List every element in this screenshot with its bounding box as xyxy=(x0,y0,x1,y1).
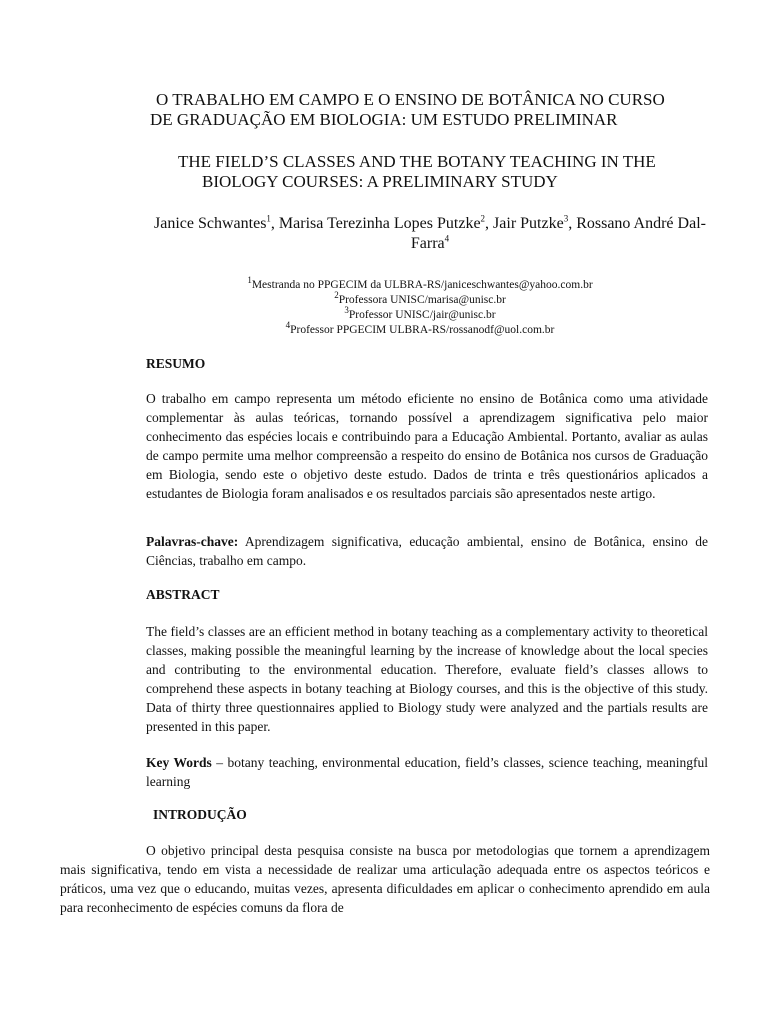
abstract-heading: ABSTRACT xyxy=(146,587,220,602)
affiliation-superscript: 1 xyxy=(247,275,252,286)
abstract-text: The field’s classes are an efficient method in botany teaching as a complementary activity to theoretical classes, making possible the meaningful learning by the increase of knowledge about the local species and contributing to the environmental education. Therefore, evaluate field’s classes allows to comprehend these aspects in botany teaching at Biology courses, and this is the objective of this study. Data of thirty three questionnaires applied to Biology study were analyzed and the partials results are presented in this paper. xyxy=(146,624,708,734)
author-list xyxy=(140,214,720,254)
affiliation-superscript: 4 xyxy=(285,320,291,331)
affiliation-list xyxy=(140,275,700,338)
author-name: Jair Putzke xyxy=(493,215,564,232)
affiliation-text: Professor PPGECIM ULBRA-RS/rossanodf@uol.com.br xyxy=(290,324,555,336)
affiliation-item xyxy=(140,275,700,293)
title-portuguese xyxy=(150,90,710,130)
author-superscript: 3 xyxy=(563,213,569,224)
author-name: Janice Schwantes xyxy=(154,215,267,232)
author-superscript: 1 xyxy=(266,213,271,224)
author-superscript: 2 xyxy=(480,213,486,224)
palavras-chave-paragraph xyxy=(146,532,708,570)
author-name: Marisa Terezinha Lopes Putzke xyxy=(278,215,481,232)
affiliation-superscript: 2 xyxy=(334,290,339,301)
affiliation-text: Mestranda no PPGECIM da ULBRA-RS/janiceschwantes@yahoo.com.br xyxy=(251,279,593,291)
resumo-text: O trabalho em campo representa um método eficiente no ensino de Botânica como uma atividade complementar às aulas teóricas, tornando possível a aprendizagem significativa pelo maior conhecimento das espécies locais e contribuindo para a Educação Ambiental. Portanto, avaliar as aulas de campo permite uma melhor compreensão a respeito do ensino de Botânica nos cursos de Graduação em Biologia, sendo este o objetivo deste estudo. Dados de trinta e três questionários aplicados a estudantes de Biologia foram analisados e os resultados parciais são apresentados neste artigo. xyxy=(146,391,708,501)
key-words-text: – botany teaching, environmental education, field’s classes, science teaching, meaningful learning xyxy=(146,755,708,789)
affiliation-item xyxy=(140,320,700,338)
title-english-line-2: BIOLOGY COURSES: A PRELIMINARY STUDY xyxy=(202,172,558,191)
author-separator: , xyxy=(568,215,577,232)
affiliation-text: Professora UNISC/marisa@unisc.br xyxy=(338,294,506,306)
title-english xyxy=(178,152,718,192)
resumo-heading: RESUMO xyxy=(146,356,206,371)
introducao-heading: INTRODUÇÃO xyxy=(153,807,247,822)
affiliation-text: Professor UNISC/jair@unisc.br xyxy=(348,309,496,321)
author-separator: , xyxy=(270,215,279,232)
palavras-chave-text: Aprendizagem significativa, educação ambiental, ensino de Botânica, ensino de Ciências, trabalho em campo. xyxy=(146,534,708,568)
author-name: Rossano André Dal-Farra xyxy=(410,215,706,252)
affiliation-superscript: 3 xyxy=(344,305,349,316)
introducao-text: O objetivo principal desta pesquisa consiste na busca por metodologias que tornem a aprendizagem mais significativa, tendo em vista a necessidade de realizar uma articulação adequada entre os aspectos teóricos e práticos, uma vez que o educando, muitas vezes, apresenta dificuldades em aplicar o conhecimento aprendido em aula para reconhecimento de espécies comuns da flora de xyxy=(60,843,710,915)
affiliation-item xyxy=(140,290,700,308)
author-separator: , xyxy=(485,215,494,232)
title-portuguese-line-1: O TRABALHO EM CAMPO E O ENSINO DE BOTÂNICA NO CURSO xyxy=(156,90,665,109)
affiliation-item xyxy=(140,305,700,323)
key-words-paragraph xyxy=(146,753,708,791)
key-words-label: Key Words xyxy=(146,755,212,770)
title-english-line-1: THE FIELD’S CLASSES AND THE BOTANY TEACHING IN THE xyxy=(178,152,656,171)
author-superscript: 4 xyxy=(444,233,450,244)
title-portuguese-line-2: DE GRADUAÇÃO EM BIOLOGIA: UM ESTUDO PRELIMINAR xyxy=(150,110,618,129)
palavras-chave-label: Palavras-chave: xyxy=(146,534,239,549)
